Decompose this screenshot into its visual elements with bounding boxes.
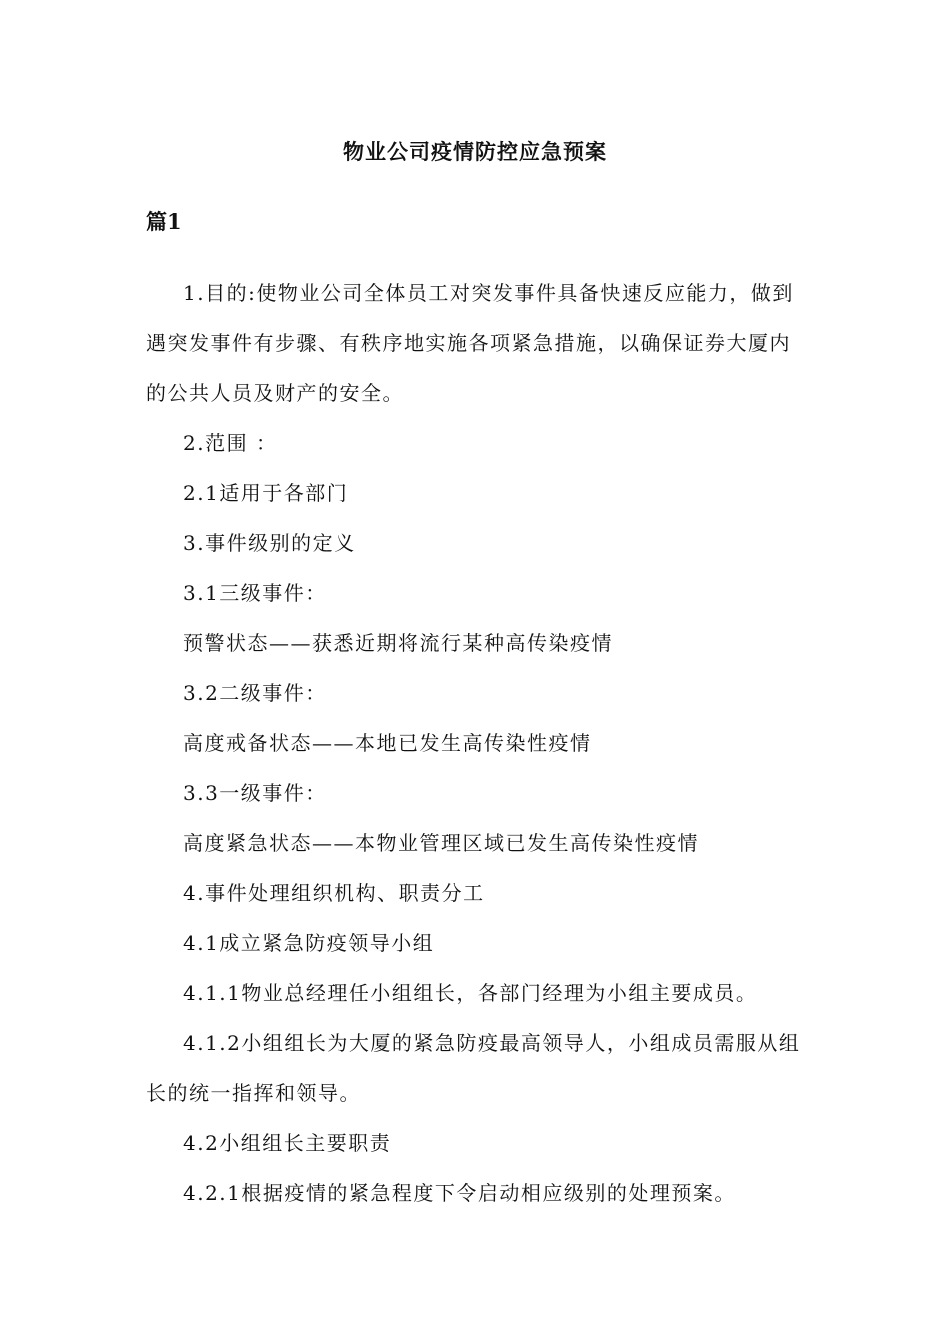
paragraph-event-levels: 3.事件级别的定义 [183,531,356,555]
paragraph-level-2-desc: 高度戒备状态——本地已发生高传染性疫情 [183,731,592,755]
paragraph-level-3-desc: 预警状态——获悉近期将流行某种高传染疫情 [183,631,613,655]
paragraph-organization: 4.事件处理组织机构、职责分工 [183,881,485,905]
paragraph-purpose: 1.目的:使物业公司全体员工对突发事件具备快速反应能力，做到遇突发事件有步骤、有秩序地实施各项紧急措施，以确保证券大厦内的公共人员及财产的安全。 [146,281,794,405]
paragraph-scope: 2.范围 ： [183,431,278,455]
paragraph-level-2: 3.2二级事件： [183,681,327,705]
paragraph-level-3: 3.1三级事件： [183,581,327,605]
paragraph-4-2-1: 4.2.1根据疫情的紧急程度下令启动相应级别的处理预案。 [183,1181,736,1205]
paragraph-4-2: 4.2小组组长主要职责 [183,1131,392,1155]
paragraph-4-1: 4.1成立紧急防疫领导小组 [183,931,435,955]
paragraph-scope-2-1: 2.1适用于各部门 [183,481,349,505]
paragraph-level-1: 3.3一级事件： [183,781,327,805]
document-body [146,268,806,1218]
paragraph-level-1-desc: 高度紧急状态——本物业管理区域已发生高传染性疫情 [183,831,699,855]
paragraph-4-1-2: 4.1.2小组组长为大厦的紧急防疫最高领导人，小组成员需服从组长的统一指挥和领导。 [146,1031,801,1105]
document-title: 物业公司疫情防控应急预案 [343,139,607,164]
section-label: 篇1 [146,209,182,234]
paragraph-4-1-1: 4.1.1物业总经理任小组组长，各部门经理为小组主要成员。 [183,981,758,1005]
